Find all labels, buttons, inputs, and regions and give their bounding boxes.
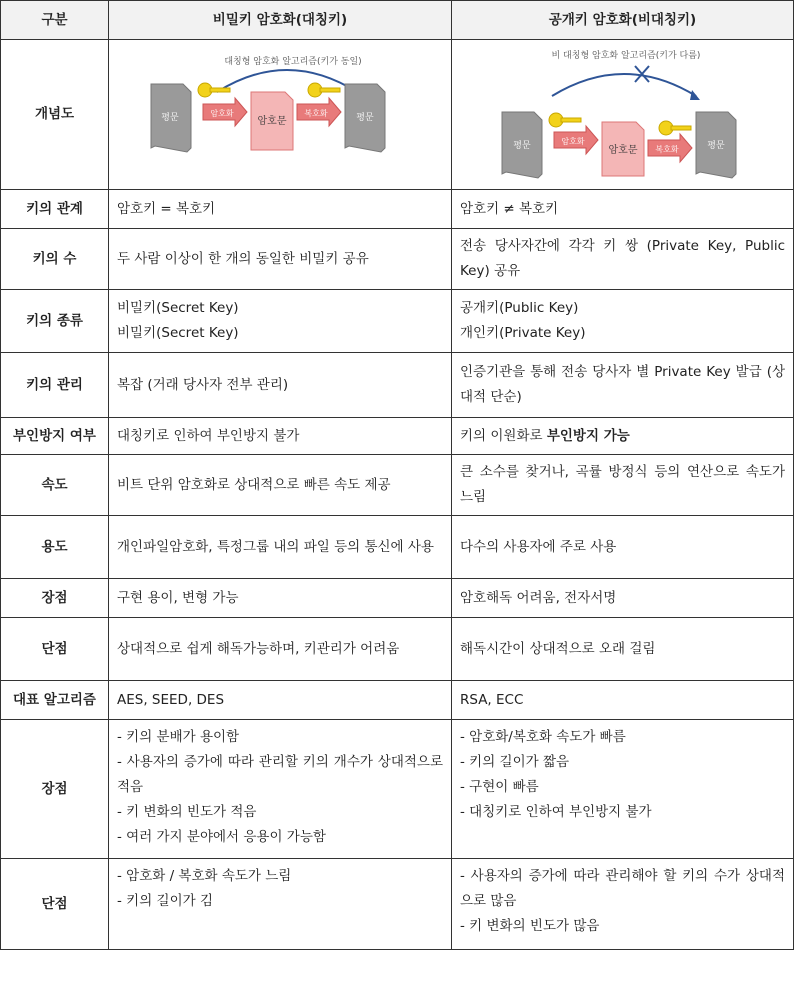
diagram-caption: 대칭형 암호화 알고리즘(키가 동일)	[224, 57, 362, 67]
plaintext-label: 평문	[707, 141, 725, 151]
header-row	[1, 1, 794, 40]
key-shaft	[320, 88, 340, 92]
decrypt-label: 복호화	[655, 145, 679, 154]
header-category: 구분	[1, 1, 109, 40]
asymmetric-cell	[452, 290, 794, 353]
row-label: 장점	[1, 720, 109, 859]
asymmetric-cell: 인증기관을 통해 전송 당사자 별 Private Key 발급 (상대적 단순)	[452, 353, 794, 418]
symmetric-diagram	[109, 40, 452, 190]
plaintext-label: 평문	[356, 113, 374, 123]
row-label: 대표 알고리즘	[1, 681, 109, 720]
list-item: - 사용자의 증가에 따라 관리해야 할 키의 수가 상대적으로 많음	[460, 868, 785, 909]
table-row	[1, 229, 794, 290]
diagram-row	[1, 40, 794, 190]
asymmetric-cell	[452, 418, 794, 455]
key-type-line: 공개키(Public Key)	[460, 300, 579, 316]
row-label: 키의 수	[1, 229, 109, 290]
diagram-caption: 비 대칭형 암호화 알고리즘(키가 다름)	[551, 51, 701, 61]
table-row	[1, 516, 794, 579]
table-row	[1, 418, 794, 455]
row-label: 용도	[1, 516, 109, 579]
header-asymmetric: 공개키 암호화(비대칭키)	[452, 1, 794, 40]
asymmetric-cell: 전송 당사자간에 각각 키 쌍 (Private Key, Public Key) 공유	[452, 229, 794, 290]
asymmetric-diagram-svg	[452, 40, 794, 180]
table-row	[1, 455, 794, 516]
table-row	[1, 290, 794, 353]
list-item: - 여러 가지 분야에서 응용이 가능함	[117, 829, 326, 845]
key-shaft	[561, 118, 581, 122]
key-shaft	[210, 88, 230, 92]
plaintext-label: 평문	[513, 141, 531, 151]
encrypt-label: 암호화	[561, 137, 585, 146]
asymmetric-cell: 다수의 사용자에 주로 사용	[452, 516, 794, 579]
list-item: - 구현이 빠름	[460, 779, 539, 795]
key-shaft	[671, 126, 691, 130]
symmetric-cell	[109, 290, 452, 353]
asymmetric-diagram	[452, 40, 794, 190]
symmetric-cell: 구현 용이, 변형 가능	[109, 579, 452, 618]
cons-row	[1, 859, 794, 950]
decrypt-label: 복호화	[304, 109, 328, 118]
asymmetric-cell	[452, 720, 794, 859]
table-row	[1, 190, 794, 229]
list-item: - 키 변화의 빈도가 많음	[460, 918, 600, 934]
symmetric-cell: 암호키 = 복호키	[109, 190, 452, 229]
list-item: - 키의 길이가 김	[117, 893, 213, 909]
pros-row	[1, 720, 794, 859]
table-row	[1, 353, 794, 418]
nonrepudiation-emphasis: 부인방지 가능	[546, 427, 630, 444]
ciphertext-label: 암호문	[257, 116, 287, 127]
asymmetric-cell: RSA, ECC	[452, 681, 794, 720]
symmetric-cell: 두 사람 이상이 한 개의 동일한 비밀키 공유	[109, 229, 452, 290]
symmetric-cell: 대칭키로 인하여 부인방지 불가	[109, 418, 452, 455]
row-label: 장점	[1, 579, 109, 618]
row-label: 개념도	[1, 40, 109, 190]
table-row	[1, 618, 794, 681]
ciphertext-label: 암호문	[608, 145, 638, 156]
symmetric-cell: 비트 단위 암호화로 상대적으로 빠른 속도 제공	[109, 455, 452, 516]
row-label: 키의 종류	[1, 290, 109, 353]
table-row	[1, 579, 794, 618]
encrypt-label: 암호화	[210, 109, 234, 118]
row-label: 단점	[1, 618, 109, 681]
nonrepudiation-prefix: 키의 이원화로	[460, 427, 547, 444]
symmetric-cell	[109, 859, 452, 950]
row-label: 단점	[1, 859, 109, 950]
list-item: - 암호화/복호화 속도가 빠름	[460, 729, 626, 745]
plaintext-label: 평문	[161, 113, 179, 123]
list-item: - 암호화 / 복호화 속도가 느림	[117, 868, 292, 884]
header-symmetric: 비밀키 암호화(대칭키)	[109, 1, 452, 40]
row-label: 키의 관계	[1, 190, 109, 229]
asymmetric-cell: 큰 소수를 찾거나, 곡률 방정식 등의 연산으로 속도가 느림	[452, 455, 794, 516]
symmetric-cell: 개인파일암호화, 특정그룹 내의 파일 등의 통신에 사용	[109, 516, 452, 579]
key-type-line: 개인키(Private Key)	[460, 325, 586, 341]
list-item: - 키의 분배가 용이함	[117, 729, 240, 745]
key-type-line: 비밀키(Secret Key)	[117, 325, 239, 341]
list-item: - 대칭키로 인하여 부인방지 불가	[460, 804, 652, 820]
row-label: 키의 관리	[1, 353, 109, 418]
list-item: - 사용자의 증가에 따라 관리할 키의 개수가 상대적으로 적음	[117, 754, 443, 795]
table-row	[1, 681, 794, 720]
row-label: 부인방지 여부	[1, 418, 109, 455]
symmetric-cell	[109, 720, 452, 859]
symmetric-cell: 복잡 (거래 당사자 전부 관리)	[109, 353, 452, 418]
list-item: - 키의 길이가 짧음	[460, 754, 570, 770]
asymmetric-cell	[452, 859, 794, 950]
list-item: - 키 변화의 빈도가 적음	[117, 804, 257, 820]
arc-arrowhead	[690, 90, 700, 100]
row-label: 속도	[1, 455, 109, 516]
key-arc	[552, 74, 696, 96]
asymmetric-cell: 암호키 ≠ 복호키	[452, 190, 794, 229]
symmetric-cell: 상대적으로 쉽게 해독가능하며, 키관리가 어려움	[109, 618, 452, 681]
key-type-line: 비밀키(Secret Key)	[117, 300, 239, 316]
symmetric-cell: AES, SEED, DES	[109, 681, 452, 720]
asymmetric-cell: 암호해독 어려움, 전자서명	[452, 579, 794, 618]
symmetric-diagram-svg	[109, 40, 452, 180]
asymmetric-cell: 해독시간이 상대적으로 오래 걸림	[452, 618, 794, 681]
